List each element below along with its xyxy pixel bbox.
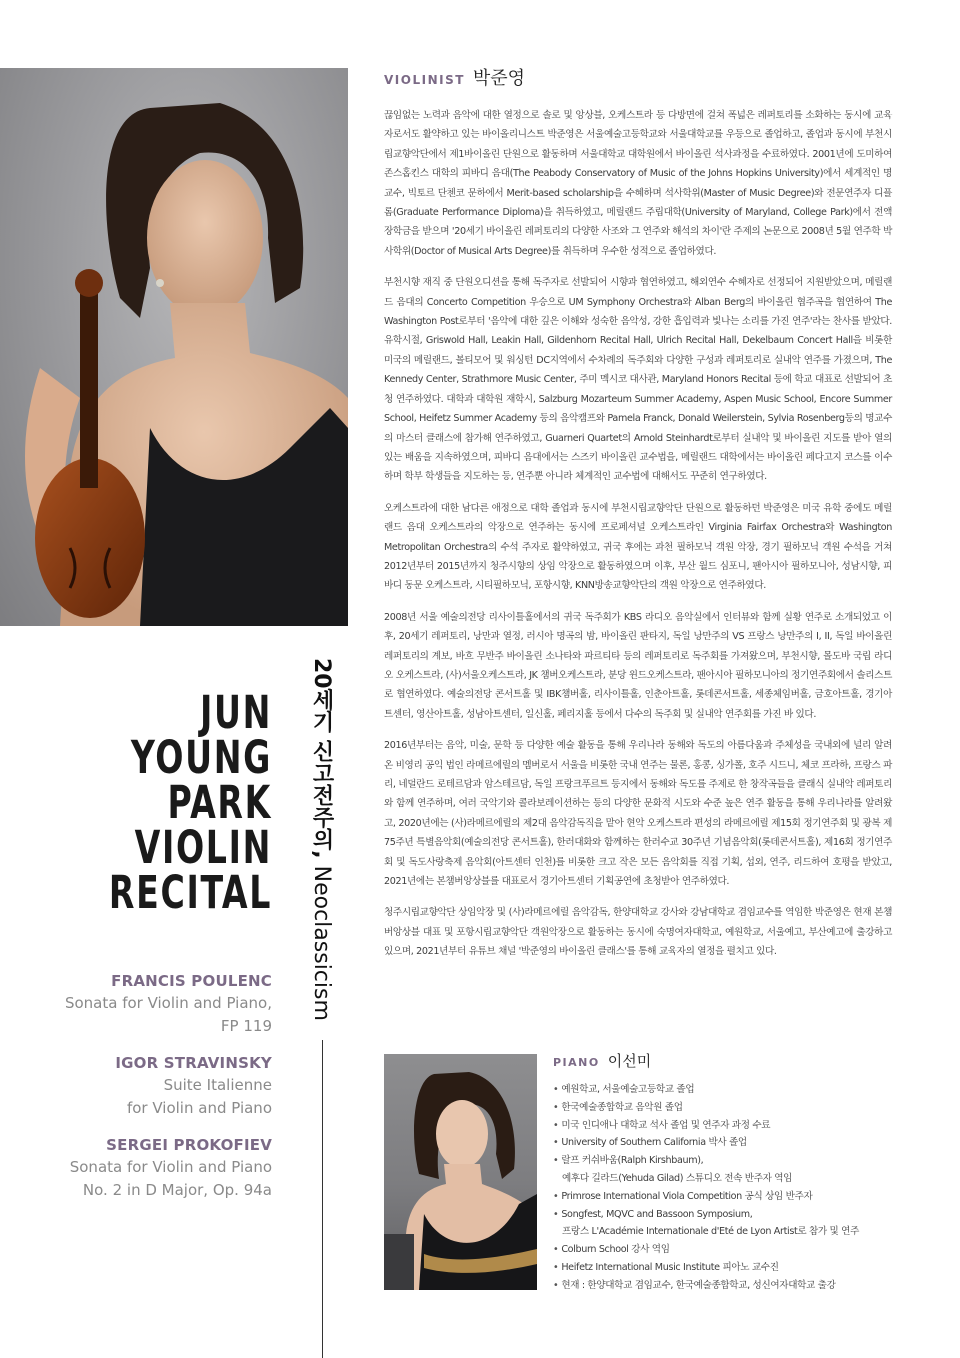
bullet-icon: • bbox=[553, 1244, 559, 1256]
cv-item bbox=[553, 1241, 893, 1259]
title-line: PARK bbox=[167, 776, 272, 829]
bullet-icon: • bbox=[553, 1261, 559, 1273]
bio-paragraph: 2008년 서울 예술의전당 리사이틀홀에서의 귀국 독주회가 KBS 라디오 음악실에서 인터뷰와 함께 실황 연주로 소개되었고 이후, 20세기 레퍼토리, 낭만과 열정, 러시아 명곡의 밤, 바이올린 판타지, 독일 낭만주의 VS 프랑스 낭만주의 I, II, 독일 바이올린 레퍼토리의 계보, 바흐 무반주 바이올린 소나타와 파르티타 등의 레퍼토리로 독주회를 가져왔으며, 부천시향, 몰도바 국립 라디오 오케스트라, (사)서울오케스트라, JK 챔버오케스트라, 분당 윈드오케스트라, 팬아시아 필하모니아의 정기연주회에서 솔리스트로 협연하였다. 예술의전당 콘서트홀 및 IBK챔버홀, 리사이틀홀, 인춘아트홀, 롯데콘서트홀, 세종체임버홀, 금호아트홀, 경기아트센터, 영산아트홀, 성남아트센터, 일신홀, 페리지홀 등에서 다수의 독주회 및 실내악 연주회를 가진 바 있다. bbox=[384, 611, 892, 720]
work-title-line: Sonata for Violin and Piano bbox=[69, 1158, 272, 1176]
cv-item bbox=[553, 1117, 893, 1135]
bullet-icon: • bbox=[553, 1101, 559, 1113]
title-line: YOUNG bbox=[130, 731, 272, 784]
program-item bbox=[60, 1052, 272, 1120]
cv-item bbox=[553, 1134, 893, 1152]
bio-paragraph: 부천시향 재직 중 단원오디션을 통해 독주자로 선발되어 시향과 협연하였고, 해외연수 수혜자로 선정되어 지원받았으며, 메릴랜드 음대의 Concerto Competition 우승으로 UM Symphony Orchestra와 Alban Berg의 바이올린 협주곡을 협연하여 The Washington Post로부터 '음악에 대한 깊은 이해와 성숙한 음악성, 강한 흡입력과 빛나는 소리를 가진 연주'라는 찬사를 받았다. 유학시절, Griswold Hall, Leakin Hall, Gildenhorn Recital Hall, Ulrich Recital Hall, Dekelbaum Concert Hall을 비롯한 미국의 메릴랜드, 볼티모어 및 워싱턴 DC지역에서 수차례의 독주회와 다양한 구성과 레퍼토리로 실내악 연주를 가졌으며, The Kennedy Center, Strathmore Music Center, 주미 멕시코 대사관, Maryland Honors Recital 등에 학교 대표로 선발되어 초청 연주하였다. 대학과 대학원 재학시, Salzburg Mozarteum Summer Academy, Aspen Music School, Encore Summer School, Heifetz Summer Academy 등의 음악캠프와 Pamela Franck, Donald Weilerstein, Sylvia Rosenberg등의 명교수의 마스터 클래스에 참가해 연주하였고, Guarneri Quartet의 Arnold Steinhardt로부터 실내악 및 바이올린 지도를 받아 열의있는 배움을 지속하였으며, 피바디 음대에서는 스즈키 바이올린 교수법을, 메릴랜드 대학에서는 바이올린 페다고지 코스를 이수하며 학부 학생들을 지도하는 등, 연주뿐 아니라 체계적인 교수법에 대해서도 꾸준히 연구하였다. bbox=[384, 277, 892, 483]
composer-name: SERGEI PROKOFIEV bbox=[106, 1136, 272, 1154]
work-title-line: Sonata for Violin and Piano, bbox=[64, 994, 272, 1012]
pianist-role-label: PIANO bbox=[553, 1056, 600, 1069]
cv-item bbox=[553, 1170, 893, 1188]
cv-item-text: 현재 : 한양대학교 겸임교수, 한국예술종합학교, 성신여자대학교 출강 bbox=[561, 1279, 836, 1291]
program-item bbox=[60, 1134, 272, 1202]
title-line: JUN bbox=[199, 686, 272, 739]
title-line: RECITAL bbox=[108, 866, 272, 919]
cv-item-text: 한국예술종합학교 음악원 졸업 bbox=[561, 1101, 683, 1113]
program-list bbox=[60, 970, 272, 1216]
cv-item-text: 미국 인디애나 대학교 석사 졸업 및 연주자 과정 수료 bbox=[561, 1119, 771, 1131]
work-title-line: No. 2 in D Major, Op. 94a bbox=[82, 1181, 272, 1199]
bio-paragraph: 청주시립교향악단 상임악장 및 (사)라메르에릴 음악감독, 한양대학교 강사와 강남대학교 겸임교수를 역임한 박준영은 현재 본챔버앙상블 대표 및 포항시립교향악단 객원악장으로 활동하는 동시에 숙명여자대학교, 예원학교, 서울예고, 부산예고에 출강하고 있으며, 2021년부터 유튜브 채널 '박준영의 바이올린 클래스'를 통해 교육자의 열정을 펼치고 있다. bbox=[384, 907, 892, 958]
bio-paragraph: 2016년부터는 음악, 미술, 문학 등 다양한 예술 활동을 통해 우리나라 동해와 독도의 아름다움과 주체성을 국내외에 널리 알려온 비영리 공익 법인 라메르에릴의 멤버로서 서울을 비롯한 국내 연주는 물론, 홍콩, 싱가폴, 호주 시드니, 체코 프라하, 프랑스 파리, 네덜란드 로테르담과 암스테르담, 독일 프랑크푸르트 등지에서 동해와 독도를 주제로 한 창작곡들을 클래식 실내악 레퍼토리와 함께 연주하며, 여러 국악기와 콜라보레이션하는 등의 다양한 문화적 시도와 수준 높은 연주 활동을 통해 우리나라를 알려왔고, 2020년에는 (사)라메르에릴의 제2대 음악감독직을 맡아 현악 오케스트라 편성의 라메르에릴 제15회 정기연주회 및 광복 제75주년 특별음악회(예술의전당 콘서트홀), 한러대화와 함께하는 한러수교 30주년 기념음악회(롯데콘서트홀), 제16회 정기연주회 및 독도사랑축제 음악회(아트센터 인천)를 비롯한 크고 작은 모든 음악회를 직접 기획, 섭외, 연주, 리드하여 호평을 받았고, 2021년에는 본챔버앙상블를 대표로서 경기아트센터 기획공연에 초청받아 연주하였다. bbox=[384, 740, 892, 888]
vertical-subtitle bbox=[306, 658, 346, 1021]
cv-item-text: 예후다 길라드(Yehuda Gilad) 스튜디오 전속 반주자 역임 bbox=[562, 1172, 793, 1184]
work-title-line: for Violin and Piano bbox=[126, 1099, 272, 1117]
subtitle-korean: 20세기 신고전주의, bbox=[309, 658, 334, 859]
cv-item-text: University of Southern California 박사 졸업 bbox=[561, 1137, 747, 1149]
violinist-name: 박준영 bbox=[472, 68, 526, 89]
recital-title bbox=[98, 686, 272, 919]
vertical-divider bbox=[322, 1040, 323, 1358]
program-item bbox=[60, 970, 272, 1038]
cv-item-text: 프랑스 L'Académie Internationale d'Eté de Lyon Artist로 참가 및 연주 bbox=[562, 1226, 860, 1238]
pianist-cv-list bbox=[553, 1081, 893, 1295]
pianist-name: 이선미 bbox=[607, 1052, 652, 1070]
bio-paragraph: 끊임없는 노력과 음악에 대한 열정으로 솔로 및 앙상블, 오케스트라 등 다방면에 걸쳐 폭넓은 레퍼토리를 소화하는 동시에 교육자로서도 활약하고 있는 바이올리니스트 박준영은 서울예술고등학교와 서울대학교를 우등으로 졸업하고, 졸업과 동시에 부천시립교향악단에서 제1바이올린 단원으로 활동하며 서울대학교 대학원에서 바이올린 석사과정을 수료하였다. 2001년에 도미하여 존스홉킨스 대학의 피바디 음대(The Peabody Conservatory of Music of the Johns Hopkins University)에서 세계적인 명교수, 빅토르 단첸코 문하에서 Merit-based scholarship을 수혜하며 석사학위(Master of Music Degree)와 전문연주자 디플롬(Graduate Performance Diploma)을 취득하였고, 메릴랜드 주립대학(University of Maryland, College Park)에서 전액 장학금을 받으며 '20세기 바이올린 레퍼토리의 다양한 사조와 그 연주와 해석의 차이'란 주제의 논문으로 2008년 5월 연주학 박사학위(Doctor of Musical Arts Degree)를 취득하며 우수한 성적으로 졸업하였다. bbox=[384, 110, 892, 257]
cv-item-text: Primrose International Viola Competition 공식 상임 반주자 bbox=[561, 1190, 813, 1202]
bullet-icon: • bbox=[553, 1208, 559, 1220]
bullet-icon: • bbox=[553, 1155, 559, 1167]
cv-item bbox=[553, 1099, 893, 1117]
cv-item bbox=[553, 1152, 893, 1170]
bullet-icon: • bbox=[553, 1119, 559, 1131]
cv-item bbox=[553, 1206, 893, 1224]
work-title-line: Suite Italienne bbox=[163, 1076, 272, 1094]
cv-item bbox=[553, 1188, 893, 1206]
pianist-section bbox=[553, 1050, 893, 1295]
subtitle-english: Neoclassicism bbox=[309, 858, 334, 1021]
bullet-icon: • bbox=[553, 1084, 559, 1095]
composer-name: IGOR STRAVINSKY bbox=[115, 1054, 272, 1072]
bullet-icon: • bbox=[553, 1190, 559, 1202]
bullet-icon: • bbox=[553, 1137, 559, 1149]
cv-item bbox=[553, 1259, 893, 1277]
cv-item-text: Songfest, MQVC and Bassoon Symposium, bbox=[561, 1208, 753, 1220]
title-line: VIOLIN bbox=[134, 821, 272, 874]
cv-item bbox=[553, 1223, 893, 1241]
composer-name: FRANCIS POULENC bbox=[111, 972, 272, 990]
bullet-icon: • bbox=[553, 1279, 559, 1291]
violinist-role-label: VIOLINIST bbox=[384, 73, 465, 87]
violinist-photo bbox=[0, 68, 348, 626]
cv-item bbox=[553, 1081, 893, 1099]
pianist-photo bbox=[384, 1054, 537, 1290]
cv-item bbox=[553, 1277, 893, 1295]
work-title-line: FP 119 bbox=[220, 1017, 272, 1035]
cv-item-text: Heifetz International Music Institute 피아노 교수진 bbox=[561, 1261, 779, 1273]
bio-paragraph: 오케스트라에 대한 남다른 애정으로 대학 졸업과 동시에 부천시립교향악단 단원으로 활동하던 박준영은 미국 유학 중에도 메릴랜드 음대 오케스트라의 악장으로 연주하는 동시에 프로페셔널 오케스트라인 Virginia Fairfax Orchestra와 Washington Metropolitan Orchestra의 수석 주자로 활약하였고, 귀국 후에는 과천 필하모닉 객원 악장, 경기 필하모닉 객원 수석을 거쳐 2012년부터 2015년까지 청주시향의 상임 악장으로 활동하였으며 이후, 부산 월드 심포니, 팬아시아 필하모니아, 성남시향, 피바디 동문 오케스트라, 시티필하모닉, 포항시향, KNN방송교향악단의 객원 악장으로 연주하였다. bbox=[384, 502, 892, 592]
violinist-bio bbox=[384, 64, 892, 974]
cv-item-text: 랄프 커쉬바움(Ralph Kirshbaum), bbox=[561, 1155, 704, 1167]
cv-item-text: 예원학교, 서울예술고등학교 졸업 bbox=[561, 1084, 695, 1095]
cv-item-text: Colburn School 강사 역임 bbox=[561, 1244, 670, 1256]
violinist-header bbox=[384, 64, 892, 94]
pianist-header bbox=[553, 1050, 893, 1071]
